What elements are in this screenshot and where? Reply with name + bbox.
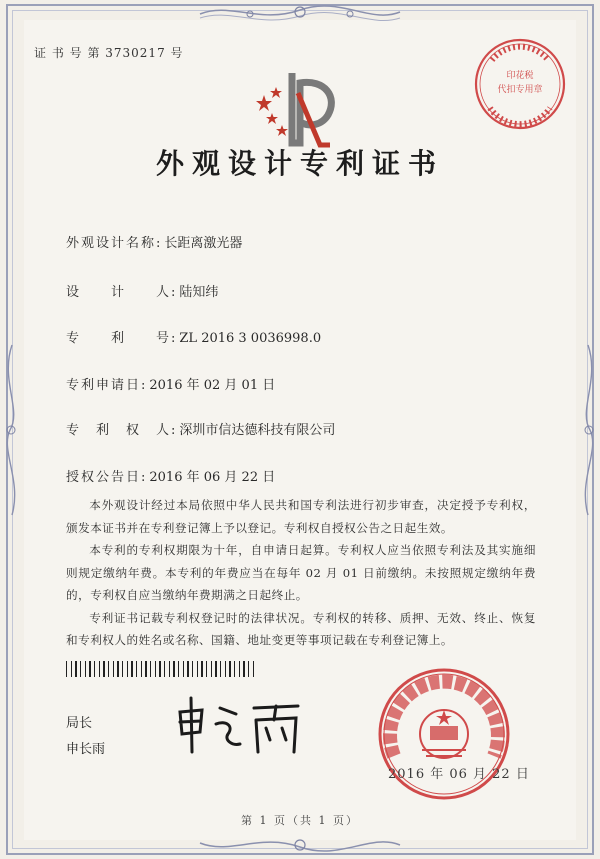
- barcode-bar: [66, 661, 67, 677]
- field-publication-date: [66, 466, 275, 485]
- barcode-bar: [145, 661, 147, 677]
- barcode-bar: [131, 661, 133, 677]
- svg-text:印花税: 印花税: [506, 71, 534, 81]
- field-value: 陆知纬: [179, 285, 219, 300]
- barcode-bar: [159, 661, 161, 677]
- left-ornament: [0, 340, 22, 520]
- tax-stamp-seal: [472, 36, 568, 132]
- barcode: [66, 661, 256, 677]
- field-value: 深圳市信达德科技有限公司: [179, 423, 336, 438]
- field-value: 2016 年 02 月 01 日: [149, 378, 276, 393]
- barcode-bar: [201, 661, 203, 677]
- barcode-bar: [178, 661, 179, 677]
- barcode-bar: [211, 661, 212, 677]
- field-value: 长距离激光器: [164, 236, 243, 251]
- field-label: 专 利 权 人:: [66, 423, 178, 438]
- director-name: 申长雨: [66, 742, 106, 757]
- barcode-bar: [89, 661, 91, 677]
- paragraph: 本专利的专利权期限为十年，自申请日起算。专利权人应当依照专利法及其实施细则规定缴纳年费。本专利的年费应当在每年 02 月 01 日前缴纳。未按照规定缴纳年费的，专利权自应当缴纳年费期满之日起终止。: [66, 543, 536, 602]
- barcode-bar: [215, 661, 217, 677]
- barcode-bar: [113, 661, 114, 677]
- barcode-bar: [150, 661, 151, 677]
- barcode-bar: [136, 661, 137, 677]
- barcode-bar: [192, 661, 193, 677]
- page-number: 第 1 页（共 1 页）: [241, 814, 359, 827]
- barcode-bar: [229, 661, 231, 677]
- top-ornament: [190, 0, 410, 26]
- right-ornament: [578, 340, 600, 520]
- barcode-bar: [94, 661, 95, 677]
- field-label: 专利申请日:: [66, 378, 148, 393]
- field-value: 2016 年 06 月 22 日: [149, 470, 276, 485]
- barcode-bar: [243, 661, 245, 677]
- barcode-bar: [75, 661, 77, 677]
- field-label: 专 利 号:: [66, 331, 178, 346]
- certificate-title: 外观设计专利证书: [155, 147, 444, 180]
- barcode-bar: [197, 661, 198, 677]
- barcode-bar: [206, 661, 207, 677]
- field-label: 设 计 人:: [66, 285, 178, 300]
- bottom-ornament: [190, 833, 410, 857]
- field-label: 外观设计名称:: [66, 236, 163, 251]
- barcode-bar: [253, 661, 254, 677]
- barcode-bar: [103, 661, 105, 677]
- barcode-bar: [155, 661, 156, 677]
- field-patent-number: [66, 327, 321, 346]
- field-patentee: [66, 419, 335, 438]
- director-title: 局长: [66, 716, 93, 731]
- barcode-bar: [225, 661, 226, 677]
- barcode-bar: [234, 661, 235, 677]
- barcode-bar: [85, 661, 86, 677]
- field-value: ZL 2016 3 0036998.0: [179, 331, 322, 346]
- barcode-bar: [108, 661, 109, 677]
- issue-date: 2016 年 06 月 22 日: [388, 767, 530, 782]
- barcode-bar: [173, 661, 175, 677]
- barcode-bar: [183, 661, 184, 677]
- barcode-bar: [220, 661, 221, 677]
- field-design-name: [66, 232, 242, 251]
- barcode-bar: [169, 661, 170, 677]
- svg-text:代扣专用章: 代扣专用章: [497, 85, 543, 95]
- barcode-bar: [239, 661, 240, 677]
- paragraph: 本外观设计经过本局依照中华人民共和国专利法进行初步审查，决定授予专利权，颁发本证书并在专利登记簿上予以登记。专利权自授权公告之日起生效。: [66, 498, 536, 535]
- director-signature: [170, 690, 310, 760]
- barcode-bar: [80, 661, 81, 677]
- field-designer: [66, 281, 218, 300]
- barcode-bar: [141, 661, 142, 677]
- paragraph: 专利证书记载专利权登记时的法律状况。专利权的转移、质押、无效、终止、恢复和专利权人的姓名或名称、国籍、地址变更等事项记载在专利登记簿上。: [66, 610, 536, 647]
- field-label: 授权公告日:: [66, 470, 148, 485]
- certificate-body: [66, 494, 536, 652]
- barcode-bar: [187, 661, 189, 677]
- field-application-date: [66, 374, 275, 393]
- barcode-bar: [117, 661, 119, 677]
- barcode-bar: [99, 661, 100, 677]
- barcode-bar: [122, 661, 123, 677]
- barcode-bar: [127, 661, 128, 677]
- barcode-bar: [164, 661, 165, 677]
- barcode-bar: [71, 661, 72, 677]
- barcode-bar: [248, 661, 249, 677]
- certificate-number: 证 书 号 第 3730217 号: [34, 46, 184, 60]
